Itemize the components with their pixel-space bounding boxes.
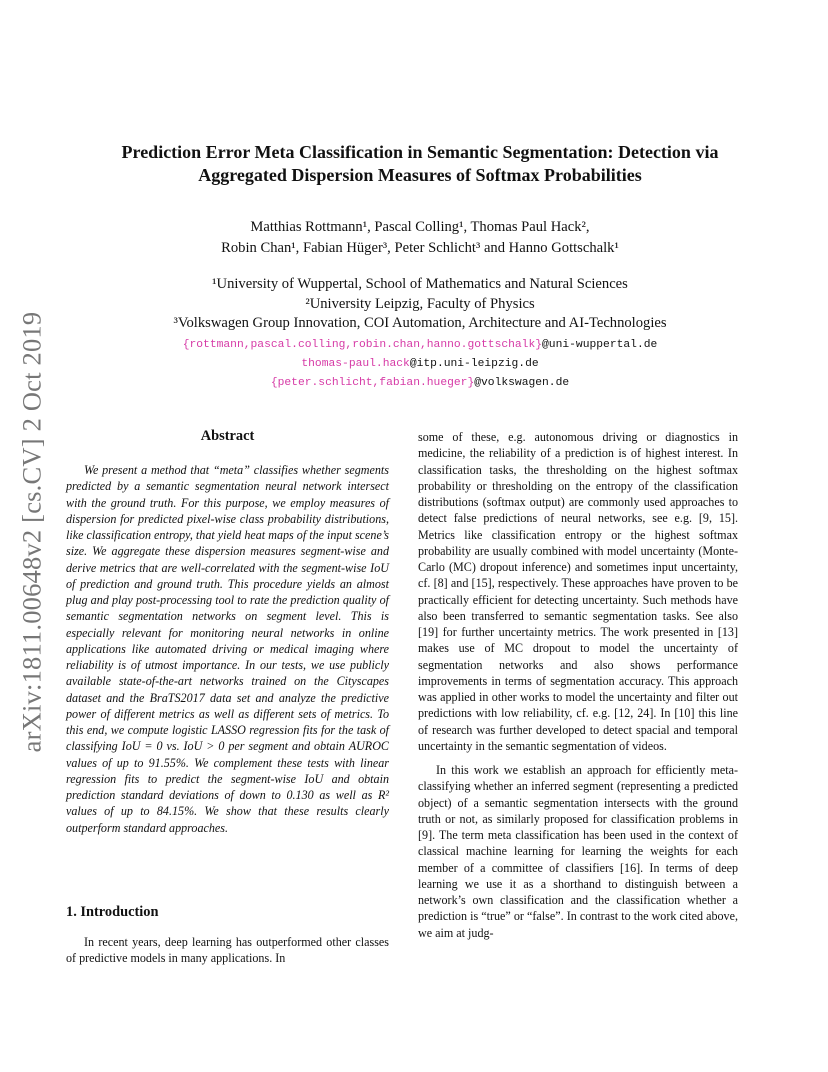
authors-line-1: Matthias Rottmann¹, Pascal Colling¹, Thomas Paul Hack², (250, 219, 590, 235)
affiliation-2: ²University Leipzig, Faculty of Physics (305, 295, 535, 312)
paper-title (70, 141, 770, 187)
authors-line-2: Robin Chan¹, Fabian Hüger³, Peter Schlicht³ and Hanno Gottschalk¹ (221, 240, 619, 256)
email-domain-leipzig: @itp.uni-leipzig.de (409, 358, 539, 370)
right-paragraph-2: In this work we establish an approach for efficiently meta-classifying whether an inferred segment (representing a predicted object) of a semantic segmentation intersects with the ground truth or not, as similarly proposed for classification problems in [9]. The term meta classification has been used in the context of classical machine learning for learning the weights for each member of a committee of classifiers [16]. In terms of deep learning we use it as a shorthand to distinguish between a network’s own classification and the classification whether a prediction is “true” or “false”. In contrast to the work cited above, we aim at judg- (418, 763, 738, 940)
arxiv-id-text: arXiv:1811.00648v2 [cs.CV] 2 Oct 2019 (16, 311, 47, 753)
email-block (90, 336, 750, 393)
abstract-body (66, 462, 389, 836)
right-paragraph-1: some of these, e.g. autonomous driving or diagnostics in medicine, the reliability of a prediction is of highest interest. In classification tasks, the thresholding on the highest softmax probability or thresholding on the entropy of the classification distributions (softmax output) are commonly used approaches to detect false predictions of neural networks, see e.g. [9, 15]. Metrics like classification entropy or the highest softmax probability are usually combined with model uncertainty (Monte-Carlo (MC) dropout inference) and sometimes input uncertainty, cf. [8] and [15], respectively. These approaches have proven to be practically efficient for detecting uncertainty. Such methods have also been transferred to semantic segmentation tasks. See also [19] for further uncertainty metrics. The work presented in [13] makes use of MC dropout to model the uncertainty of segmentation networks and also shows performance improvements in terms of segmentation accuracy. This approach was applied in other works to model the uncertainty and filter out predictions with low reliability, cf. e.g. [12, 24]. In [10] this line of research was further developed to detect spacial and temporal uncertainty in the semantic segmentation of videos. (418, 430, 738, 753)
email-line-3 (90, 374, 750, 393)
affiliations (90, 275, 750, 334)
introduction-paragraph: In recent years, deep learning has outperformed other classes of predictive models in many applications. In (66, 935, 389, 966)
email-link-leipzig[interactable]: thomas-paul.hack (301, 358, 410, 370)
email-domain-volkswagen: @volkswagen.de (474, 377, 570, 389)
abstract-heading: Abstract (200, 428, 255, 444)
title-line-1: Prediction Error Meta Classification in Semantic Segmentation: Detection via (121, 142, 719, 162)
email-domain-wuppertal: @uni-wuppertal.de (542, 339, 658, 351)
arxiv-identifier (12, 297, 52, 767)
email-link-volkswagen[interactable]: {peter.schlicht,fabian.hueger} (270, 377, 475, 389)
right-column (418, 429, 738, 941)
title-line-2: Aggregated Dispersion Measures of Softmax Probabilities (198, 165, 642, 185)
introduction-body (66, 934, 389, 967)
affiliation-1: ¹University of Wuppertal, School of Mathematics and Natural Sciences (212, 276, 628, 292)
email-line-1 (90, 336, 750, 355)
email-line-2 (90, 355, 750, 374)
affiliation-3: ³Volkswagen Group Innovation, COI Automation, Architecture and AI-Technologies (173, 315, 667, 331)
introduction-heading: 1. Introduction (66, 904, 159, 920)
author-list (90, 217, 750, 259)
email-link-wuppertal[interactable]: {rottmann,pascal.colling,robin.chan,hanno.gottschalk} (182, 339, 543, 351)
abstract-paragraph: We present a method that “meta” classifies whether segments predicted by a semantic segmentation neural network intersect with the ground truth. For this purpose, we employ measures of dispersion for predicted pixel-wise class probability distributions, like classification entropy, that yield heat maps of the input scene’s size. We aggregate these dispersion measures segment-wise and derive metrics that are well-correlated with the segment-wise IoU of prediction and ground truth. This procedure yields an almost plug and play post-processing tool to rate the prediction quality of semantic segmentation networks on segment level. This is especially relevant for monitoring neural networks in online applications like automated driving or medical imaging where reliability is of utmost importance. In our tests, we use publicly available state-of-the-art networks trained on the Cityscapes dataset and the BraTS2017 data set and analyze the predictive power of different metrics as well as different sets of metrics. To this end, we compute logistic LASSO regression fits for the task of classifying IoU = 0 vs. IoU > 0 per segment and obtain AUROC values of up to 91.55%. We complement these tests with linear regression fits to predict the segment-wise IoU and obtain prediction standard deviations of down to 0.130 as well as R² values of up to 84.15%. We show that these results clearly outperform standard approaches. (66, 463, 389, 835)
